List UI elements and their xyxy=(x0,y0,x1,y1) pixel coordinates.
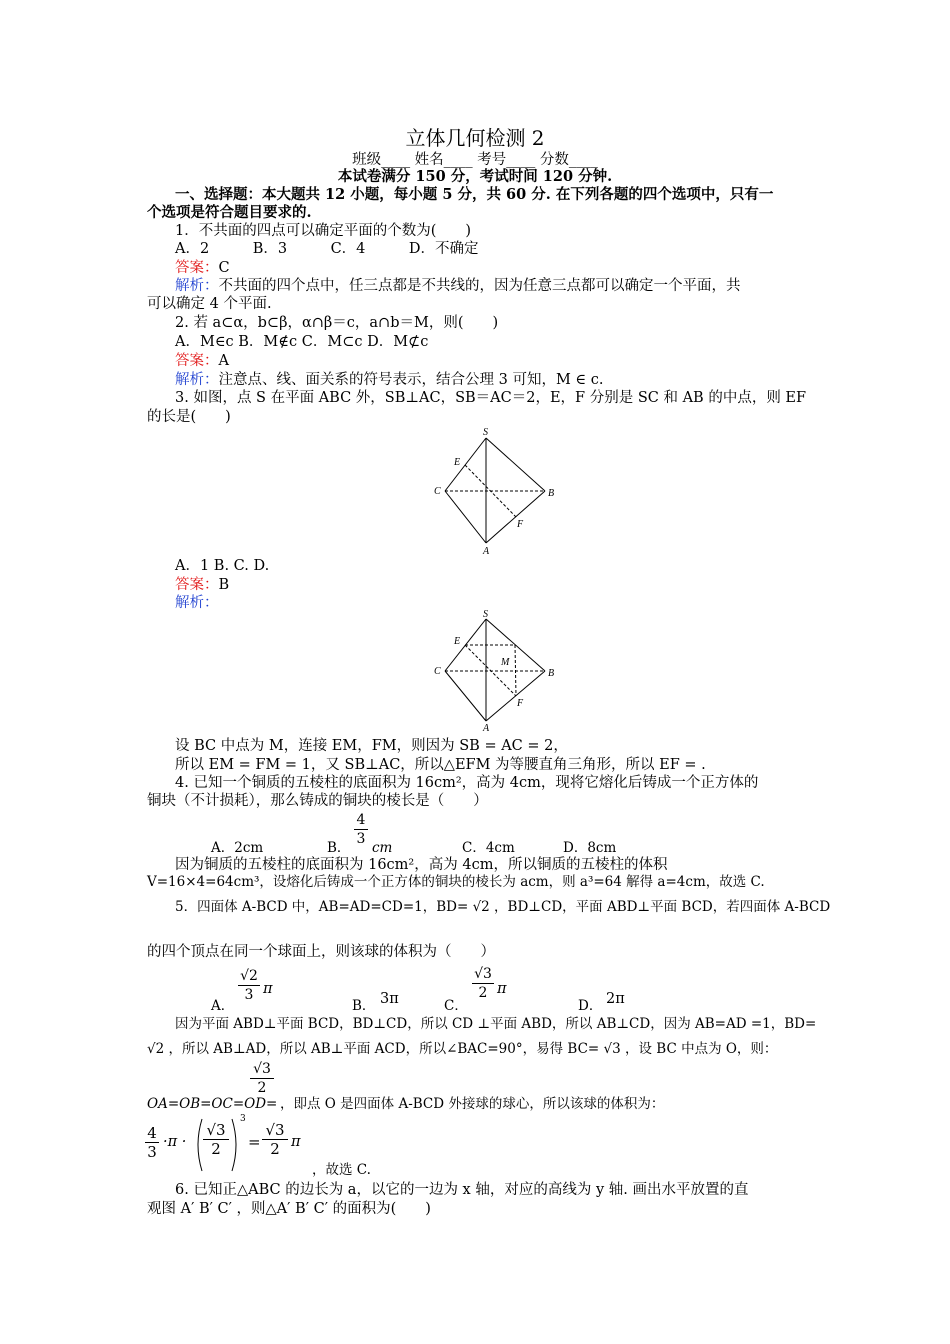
q4-option-c: C．4cm xyxy=(462,840,515,856)
q2-stem: 2. 若 a⊂α，b⊂β，α∩β＝c，a∩b＝M，则( ) xyxy=(175,315,499,331)
q1-stem: 1．不共面的四点可以确定平面的个数为( ) xyxy=(175,223,472,239)
numerator: 4 xyxy=(356,812,366,828)
denominator: 2 xyxy=(472,983,494,1002)
q2-answer xyxy=(175,352,229,370)
q5-option-d-value: 2π xyxy=(606,991,625,1007)
q5-option-b-value: 3π xyxy=(380,991,399,1007)
denominator: 3 xyxy=(145,1142,159,1161)
q1-analysis-line1 xyxy=(175,277,741,295)
label-f: F xyxy=(517,698,524,709)
label-e: E xyxy=(454,636,461,647)
q5-option-c-pi: π xyxy=(497,981,507,997)
q4-option-b-label: B． xyxy=(327,840,351,856)
q5-volume-equals: = xyxy=(248,1133,261,1151)
q5-option-a-pi: π xyxy=(263,981,273,997)
q5-option-c-fraction xyxy=(472,965,494,1002)
q6-stem-line2: 观图 A′ B′ C′ ，则△A′ B′ C′ 的面积为( ) xyxy=(147,1201,431,1217)
label-c: C xyxy=(434,666,441,677)
label-m: M xyxy=(501,657,510,668)
label-a: A xyxy=(483,546,490,557)
label-f: F xyxy=(517,519,524,530)
document-title: 立体几何检测 2 xyxy=(405,126,545,150)
q3-answer xyxy=(175,576,229,594)
q3-analysis-line2: 所以 EM = FM = 1，又 SB⊥AC，所以△EFM 为等腰直角三角形，所以 EF = . xyxy=(175,757,706,773)
q5-volume-result xyxy=(262,1121,288,1158)
analysis-label: 解析： xyxy=(175,372,219,388)
tetrahedron-midpoint-figure xyxy=(430,607,562,737)
q5-solution-conclusion: ，故选 C. xyxy=(312,1162,371,1178)
q5-volume-pi2: π xyxy=(291,1134,301,1150)
q1-analysis-line2: 可以确定 4 个平面. xyxy=(147,296,272,312)
q5-solution-line1: 因为平面 ABD⊥平面 BCD，BD⊥CD，所以 CD ⊥平面 ABD，所以 AB⊥CD，因为 AB=AD =1，BD= xyxy=(175,1016,817,1032)
q4-option-a: A．2cm xyxy=(211,840,264,856)
q1-answer xyxy=(175,259,230,277)
q3-stem-line2: 的长是( ) xyxy=(147,409,231,425)
section-heading-line2: 个选项是符合题目要求的. xyxy=(147,204,312,221)
numerator: √3 xyxy=(265,1121,285,1139)
section-heading-line1: 一、选择题：本大题共 12 小题，每小题 5 分，共 60 分. 在下列各题的四个选项中，只有一 xyxy=(175,186,774,203)
answer-label: 答案： xyxy=(175,260,219,276)
q4-solution-line2: V=16×4=64cm³，设熔化后铸成一个正方体的铜块的棱长为 acm，则 a³=64 解得 a=4cm，故选 C. xyxy=(147,874,765,890)
q5-option-b-label: B． xyxy=(352,998,376,1014)
numerator: √3 xyxy=(206,1121,226,1139)
q5-stem-line1: 5．四面体 A-BCD 中，AB=AD=CD=1，BD= √2 ，BD⊥CD，平面 ABD⊥平面 BCD，若四面体 A-BCD xyxy=(175,899,831,915)
label-b: B xyxy=(548,668,555,679)
q3-analysis-line1: 设 BC 中点为 M，连接 EM，FM，则因为 SB = AC = 2， xyxy=(175,738,568,754)
q5-volume-coefficient xyxy=(145,1124,159,1161)
exam-rules: 本试卷满分 150 分，考试时间 120 分钟. xyxy=(337,168,613,185)
q5-solution-line2: √2 ，所以 AB⊥AD，所以 AB⊥平面 ACD，所以∠BAC=90°，易得 BC= √3 ，设 BC 中点为 O，则： xyxy=(147,1041,778,1057)
q5-option-c-label: C． xyxy=(444,998,468,1014)
q5-solution-line3-left: OA=OB=OC=OD= xyxy=(147,1096,278,1112)
label-s: S xyxy=(483,427,488,438)
numerator: √2 xyxy=(240,968,258,984)
q5-radius-fraction xyxy=(250,1060,274,1097)
q4-solution-line1: 因为铜质的五棱柱的底面积为 16cm²，高为 4cm，所以铜质的五棱柱的体积 xyxy=(175,857,668,873)
q3-options: A．1 B. C. D. xyxy=(175,558,270,574)
denominator: 2 xyxy=(250,1078,274,1097)
q5-option-d-label: D． xyxy=(578,998,603,1014)
numerator: √3 xyxy=(253,1061,271,1077)
q5-stem-line2: 的四个顶点在同一个球面上，则该球的体积为（ ） xyxy=(147,944,495,960)
tetrahedron-figure xyxy=(430,424,562,559)
denominator: 2 xyxy=(262,1139,288,1158)
denominator: 3 xyxy=(354,829,368,848)
answer-value: B xyxy=(218,577,230,593)
q4-option-b-unit: cm xyxy=(372,840,393,856)
q5-volume-pi: ·π · xyxy=(163,1134,187,1150)
denominator: 2 xyxy=(203,1139,229,1158)
student-fields: 班级____ 姓名____ 考号____ 分数____ xyxy=(352,152,598,168)
q5-option-a-label: A． xyxy=(211,998,235,1014)
analysis-text: 注意点、线、面关系的符号表示，结合公理 3 可知，M ∈ c. xyxy=(218,372,604,388)
q4-option-b-fraction xyxy=(354,811,368,848)
numerator: √3 xyxy=(474,966,492,982)
q5-solution-line3-right: ，即点 O 是四面体 A-BCD 外接球的球心，所以该球的体积为： xyxy=(280,1096,665,1112)
label-c: C xyxy=(434,486,441,497)
analysis-text: 不共面的四个点中，任三点都是不共线的，因为任意三点都可以确定一个平面，共 xyxy=(218,278,741,294)
numerator: 4 xyxy=(147,1124,157,1142)
denominator: 3 xyxy=(238,985,260,1004)
label-b: B xyxy=(548,488,555,499)
q5-volume-exponent: 3 xyxy=(240,1114,246,1124)
q4-option-d: D．8cm xyxy=(563,840,617,856)
answer-value: A xyxy=(218,353,229,369)
analysis-label: 解析： xyxy=(175,595,219,611)
label-e: E xyxy=(454,457,461,468)
q5-volume-base xyxy=(203,1121,229,1158)
q2-analysis xyxy=(175,371,603,389)
q4-stem-line2: 铜块（不计损耗），那么铸成的铜块的棱长是（ ） xyxy=(147,793,488,809)
q3-stem-line1: 3. 如图，点 S 在平面 ABC 外，SB⊥AC，SB＝AC＝2，E，F 分别是 SC 和 AB 的中点，则 EF xyxy=(175,390,807,406)
q3-analysis-label xyxy=(175,594,219,612)
answer-value: C xyxy=(218,260,230,276)
q1-options: A．2 B．3 C．4 D．不确定 xyxy=(175,241,479,257)
q5-option-a-fraction xyxy=(238,967,260,1004)
label-s: S xyxy=(483,609,488,620)
label-a: A xyxy=(483,723,490,734)
answer-label: 答案： xyxy=(175,353,219,369)
q6-stem-line1: 6. 已知正△ABC 的边长为 a，以它的一边为 x 轴，对应的高线为 y 轴. 画出水平放置的直 xyxy=(175,1182,749,1198)
q2-options: A．M∈c B．M∉c C．M⊂c D．M⊄c xyxy=(175,334,429,350)
q4-stem-line1: 4. 已知一个铜质的五棱柱的底面积为 16cm²，高为 4cm，现将它熔化后铸成一个正方体的 xyxy=(175,775,759,791)
answer-label: 答案： xyxy=(175,577,219,593)
analysis-label: 解析： xyxy=(175,278,219,294)
